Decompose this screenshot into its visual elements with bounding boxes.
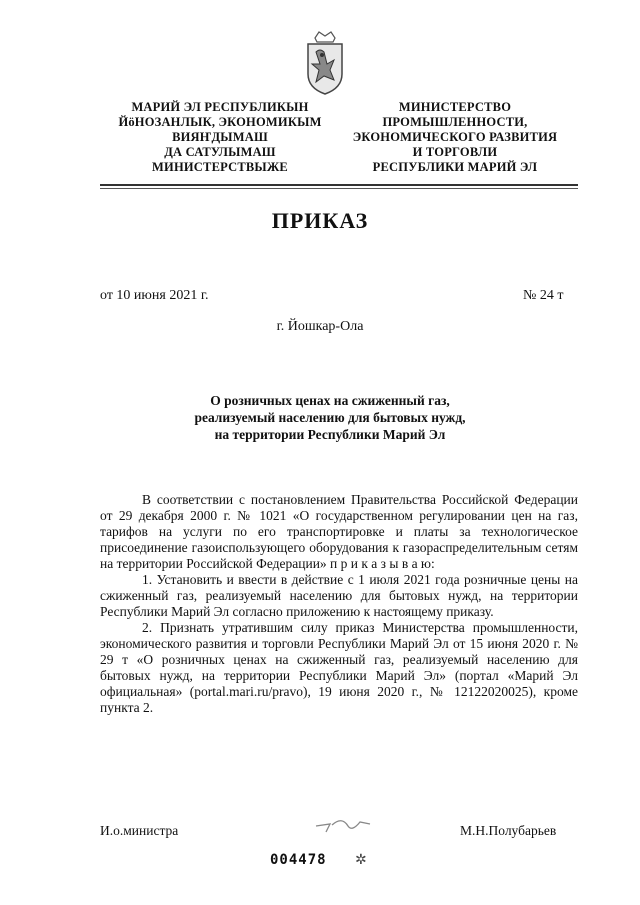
signatory-role: И.о.министра [100,823,179,838]
header-divider-thin [100,188,578,189]
coat-of-arms-emblem [300,30,350,96]
body-paragraph: В соответствии с постановлением Правительства Российской Федерации от 29 декабря 2000 г. № 1021 «О государственном регулировании цен на газ, тарифов на услуги по его транспортировке и платы за технологическое присоединение газоиспользующего оборудования к газораспределительным сетям на территории Российской Федерации» п р и к а з ы в а ю: [100,492,578,571]
header-left-line: ЙӧНОЗАНЛЫК, ЭКОНОМИКЫМ [118,115,322,129]
handwritten-signature [308,812,378,838]
header-left-line: МАРИЙ ЭЛ РЕСПУБЛИКЫН [131,100,309,114]
document-city: г. Йошкар-Ола [276,319,364,334]
heading-line: реализуемый населению для бытовых нужд, [194,410,466,425]
header-right-line: ПРОМЫШЛЕННОСТИ, [382,115,528,129]
body-paragraph: 1. Установить и ввести в действие с 1 июля 2021 года розничные цены на сжиженный газ, реализуемый населению для бытовых нужд, на территории Республики Марий Эл согласно приложению к настоящему приказу. [100,572,578,619]
ministry-name-mari [100,100,340,175]
heading-line: О розничных ценах на сжиженный газ, [210,393,450,408]
header-right-line: РЕСПУБЛИКИ МАРИЙ ЭЛ [372,160,538,174]
body-paragraph: 2. Признать утратившим силу приказ Министерства промышленности, экономического развития и торговли Республики Марий Эл от 15 июня 2020 г. № 29 т «О розничных ценах на сжиженный газ, реализуемый населению для бытовых нужд, на территории Республики Марий Эл» (портал «Марий Эл официальная» (portal.mari.ru/pravo), 19 июня 2020 г., № 12122020025), кроме пункта 2. [100,620,578,715]
serial-mark-icon: ✲ [355,853,367,868]
document-number: № 24 т [523,288,564,303]
document-body [100,492,578,716]
ministry-name-russian [330,100,580,175]
header-right-line: ЭКОНОМИЧЕСКОГО РАЗВИТИЯ [352,130,558,144]
heading-line: на территории Республики Марий Эл [214,427,446,442]
document-title: ПРИКАЗ [271,208,369,233]
header-right-line: МИНИСТЕРСТВО [398,100,512,114]
header-left-line: ДА САТУЛЫМАШ [164,145,276,159]
header-divider [100,184,578,186]
header-left-line: ВИЯҤДЫМАШ [172,130,268,144]
document-date: от 10 июня 2021 г. [100,288,209,303]
header-right-line: И ТОРГОВЛИ [412,145,498,159]
document-heading [120,392,540,443]
header-left-line: МИНИСТЕРСТВЫЖЕ [152,160,288,174]
signatory-name: М.Н.Полубарьев [460,823,557,838]
form-serial-number: 004478 [270,852,327,868]
